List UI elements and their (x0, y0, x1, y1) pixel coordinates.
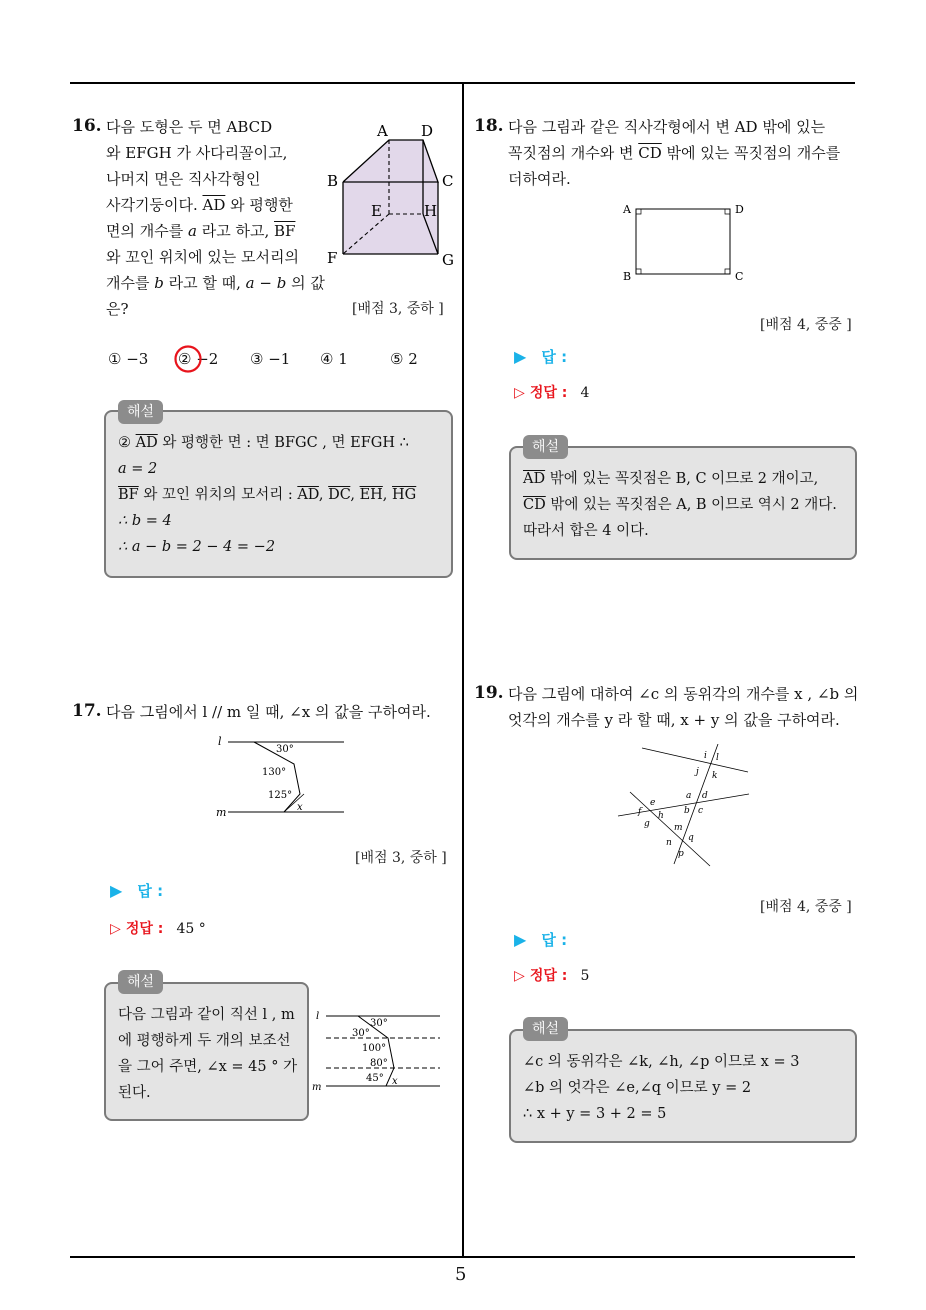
svg-text:D: D (735, 203, 744, 216)
outline-triangle-icon: ▷ (110, 921, 121, 937)
q19-number: 19. (474, 683, 504, 703)
svg-text:f: f (638, 807, 642, 817)
svg-text:k: k (712, 771, 718, 781)
q17-number: 17. (72, 701, 102, 721)
svg-text:n: n (666, 838, 672, 848)
svg-text:q: q (688, 833, 694, 843)
q17-points: [배점 3, 중하 ] (355, 850, 447, 866)
q18-solution-box (509, 446, 857, 560)
vertex-F: F (327, 249, 338, 267)
svg-text:30°: 30° (370, 1018, 388, 1029)
svg-text:C: C (735, 270, 744, 283)
svg-text:x: x (297, 802, 303, 813)
choice-3[interactable]: ③ −1 (250, 350, 291, 368)
svg-text:100°: 100° (362, 1043, 387, 1054)
selected-answer-circle (172, 343, 204, 375)
outline-triangle-icon: ▷ (514, 385, 525, 401)
svg-text:l: l (316, 1011, 320, 1022)
jeongdap-value: 5 (580, 968, 590, 984)
svg-text:i: i (704, 751, 707, 761)
svg-text:e: e (650, 798, 656, 808)
svg-text:125°: 125° (268, 790, 293, 801)
question-number: 16. (72, 116, 102, 136)
jeongdap-label: 정답 : (125, 921, 164, 937)
svg-text:m: m (312, 1082, 322, 1093)
q17-solution-box (104, 982, 309, 1121)
prism-top-face (343, 140, 438, 182)
jeongdap-value: 45 ° (176, 921, 206, 937)
svg-text:b: b (684, 806, 690, 816)
q18-answer-row (514, 346, 567, 367)
answer-label: 답 : (137, 882, 164, 900)
jeongdap-label: 정답 : (529, 385, 568, 401)
jeongdap-value: 4 (580, 385, 590, 401)
q18-solution-tag: 해설 (523, 435, 568, 459)
svg-text:x: x (392, 1076, 398, 1087)
q18-points: [배점 4, 중중 ] (760, 317, 852, 333)
jeongdap-label: 정답 : (529, 968, 568, 984)
choice-2[interactable]: ② −2 (178, 350, 219, 368)
q17-text: 다음 그림에서 l // m 일 때, ∠x 의 값을 구하여라. (106, 703, 431, 721)
q19-figure (612, 744, 757, 874)
svg-text:l: l (218, 735, 222, 748)
q19-points: [배점 4, 중중 ] (760, 899, 852, 915)
triangle-icon: ▶ (514, 347, 527, 366)
svg-text:A: A (623, 203, 631, 216)
svg-text:h: h (658, 811, 664, 821)
vertex-B: B (327, 172, 339, 190)
q19-solution-tag: 해설 (523, 1017, 568, 1041)
svg-text:m: m (216, 806, 227, 819)
q19-jeongdap-row (514, 965, 589, 985)
svg-text:g: g (644, 819, 650, 829)
choice-5[interactable]: ⑤ 2 (390, 350, 418, 368)
q18-text: 다음 그림과 같은 직사각형에서 변 AD 밖에 있는 꼭짓점의 개수와 변 $\overline{CD}$ 밖에 있는 꼭짓점의 개수를 더하여라. (508, 118, 841, 188)
solution-text: ② $\overline{AD}$ 와 평행한 면 : 면 BFGC , 면 EFGH ∴ a = 2 $\overline{BF}$ 와 꼬인 위치의 모서리 : $\overline{AD}$, $\overline{DC}$, $\overline{EH}$, $\overline{HG}$ ∴ b = 4 ∴ a − b = 2 − 4 = −2 (118, 435, 417, 555)
solution-text: ∠c 의 동위각은 ∠k, ∠h, ∠p 이므로 x = 3 ∠b 의 엇각은 ∠e,∠q 이므로 y = 2 ∴ x + y = 3 + 2 = 5 (523, 1054, 800, 1122)
solution-text: 다음 그림과 같이 직선 l , m 에 평행하게 두 개의 보조선 을 그어 주면, ∠x = 45 ° 가 된다. (118, 1007, 298, 1101)
rectangle-figure (620, 198, 750, 288)
svg-text:j: j (696, 767, 699, 777)
q16-points: [배점 3, 중하 ] (352, 301, 444, 317)
q17-answer-row (110, 880, 163, 901)
q17-figure (212, 732, 352, 822)
svg-text:30°: 30° (352, 1028, 370, 1039)
svg-text:a: a (686, 791, 692, 801)
svg-text:80°: 80° (370, 1058, 388, 1069)
svg-text:m: m (674, 823, 683, 833)
svg-text:B: B (623, 270, 632, 283)
bottom-rule (70, 1256, 855, 1258)
svg-text:c: c (698, 806, 704, 816)
vertex-E: E (371, 202, 382, 220)
triangle-icon: ▶ (514, 930, 527, 949)
q18-number: 18. (474, 116, 504, 136)
svg-text:p: p (678, 849, 684, 859)
vertex-C: C (442, 172, 454, 190)
q19-answer-row (514, 929, 567, 950)
vertex-A: A (377, 122, 388, 140)
svg-text:30°: 30° (276, 744, 294, 755)
q17-solution-tag: 해설 (118, 970, 163, 994)
prism-figure (325, 118, 465, 268)
outline-triangle-icon: ▷ (514, 968, 525, 984)
q17-jeongdap-row (110, 918, 206, 938)
svg-text:130°: 130° (262, 767, 287, 778)
q19-text: 다음 그림에 대하여 ∠c 의 동위각의 개수를 x , ∠b 의 엇각의 개수를 y 라 할 때, x + y 의 값을 구하여라. (508, 685, 859, 729)
q18-jeongdap-row (514, 382, 589, 402)
q17-solution-figure (310, 1004, 450, 1096)
choice-1[interactable]: ① −3 (108, 350, 149, 368)
q16-solution-tag: 해설 (118, 400, 163, 424)
solution-text: $\overline{AD}$ 밖에 있는 꼭짓점은 B, C 이므로 2 개이고, $\overline{CD}$ 밖에 있는 꼭짓점은 A, B 이므로 역시 2 개다. 따라서 합은 4 이다. (523, 471, 837, 539)
vertex-G: G (442, 251, 454, 268)
triangle-icon: ▶ (110, 881, 123, 900)
q16-solution-box (104, 410, 453, 578)
vertex-D: D (421, 122, 434, 140)
answer-label: 답 : (541, 348, 568, 366)
question-text: 다음 도형은 두 면 ABCD 와 EFGH 가 사다리꼴이고, 나머지 면은 직사각형인 사각기둥이다. $\overline{AD}$ 와 평행한 면의 개수를 a 라고 하고, $\overline{BF}$ 와 꼬인 위치에 있는 모서리의 개수를 b 라고 할 때, a − b 의 값은? (106, 118, 325, 318)
page-number: 5 (455, 1264, 467, 1285)
vertex-H: H (424, 202, 438, 220)
svg-text:d: d (702, 791, 708, 801)
q19-solution-box (509, 1029, 857, 1143)
svg-text:45°: 45° (366, 1073, 384, 1084)
answer-label: 답 : (541, 931, 568, 949)
svg-text:l: l (716, 753, 719, 763)
choice-4[interactable]: ④ 1 (320, 350, 348, 368)
